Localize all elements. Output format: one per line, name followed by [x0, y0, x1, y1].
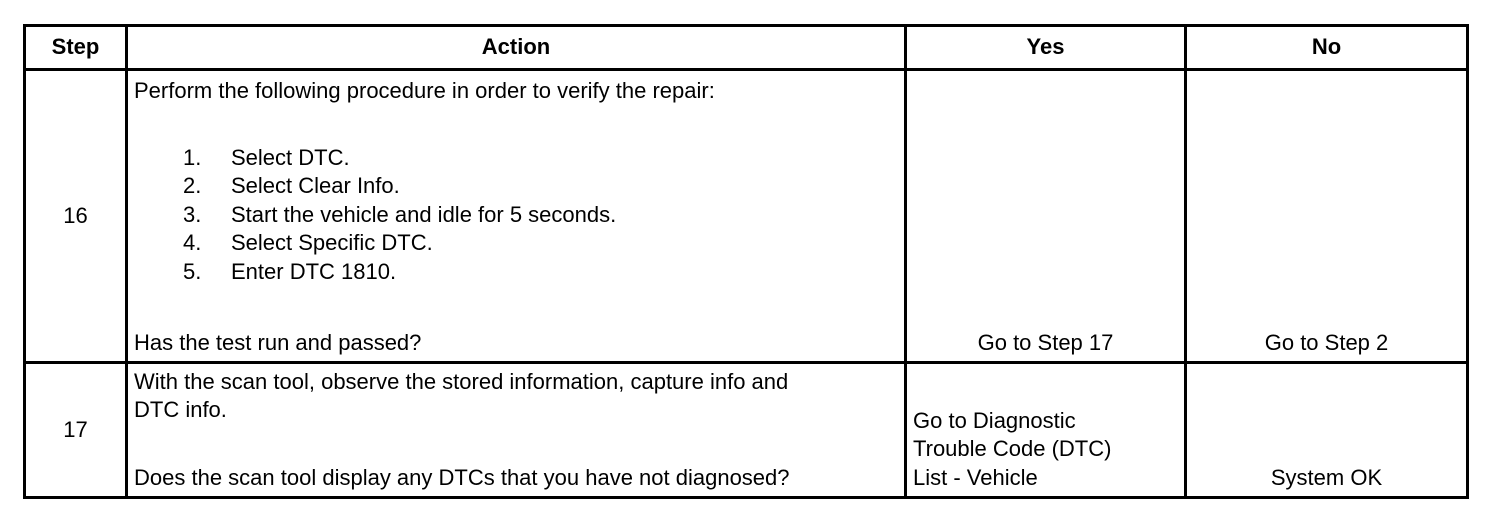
- no-cell: [1186, 363, 1468, 498]
- header-row: [25, 26, 1468, 70]
- list-item: 5. Enter DTC 1810.: [183, 258, 397, 284]
- procedure-list: [183, 144, 616, 287]
- list-item: 2. Select Clear Info.: [183, 173, 400, 199]
- yes-cell: [906, 69, 1186, 363]
- list-item: 1. Select DTC.: [183, 144, 350, 170]
- header-no: No: [1186, 26, 1468, 70]
- header-step: Step: [25, 26, 127, 70]
- yes-result: Go to Diagnostic Trouble Code (DTC) List - Vehicle: [913, 407, 1112, 490]
- action-intro: Perform the following procedure in order to verify the repair:: [134, 77, 715, 103]
- step-number: 16: [25, 69, 127, 363]
- header-yes: Yes: [906, 26, 1186, 70]
- no-result: System OK: [1270, 465, 1383, 490]
- table-row: [25, 363, 1468, 498]
- table-row: [25, 69, 1468, 363]
- action-cell: [127, 69, 906, 363]
- action-intro: With the scan tool, observe the stored information, capture info and DTC info.: [134, 369, 789, 423]
- header-action: Action: [127, 26, 906, 70]
- action-cell: [127, 363, 906, 498]
- list-item: 4. Select Specific DTC.: [183, 230, 433, 256]
- yes-cell: [906, 363, 1186, 498]
- yes-result: Go to Step 17: [977, 330, 1114, 356]
- no-result: Go to Step 2: [1264, 330, 1389, 356]
- action-question: Has the test run and passed?: [134, 330, 422, 356]
- no-cell: [1186, 69, 1468, 363]
- diagnostic-table: [23, 24, 1469, 499]
- list-item: 3. Start the vehicle and idle for 5 seconds.: [183, 201, 617, 227]
- step-number: 17: [25, 363, 127, 498]
- action-question: Does the scan tool display any DTCs that you have not diagnosed?: [134, 465, 790, 490]
